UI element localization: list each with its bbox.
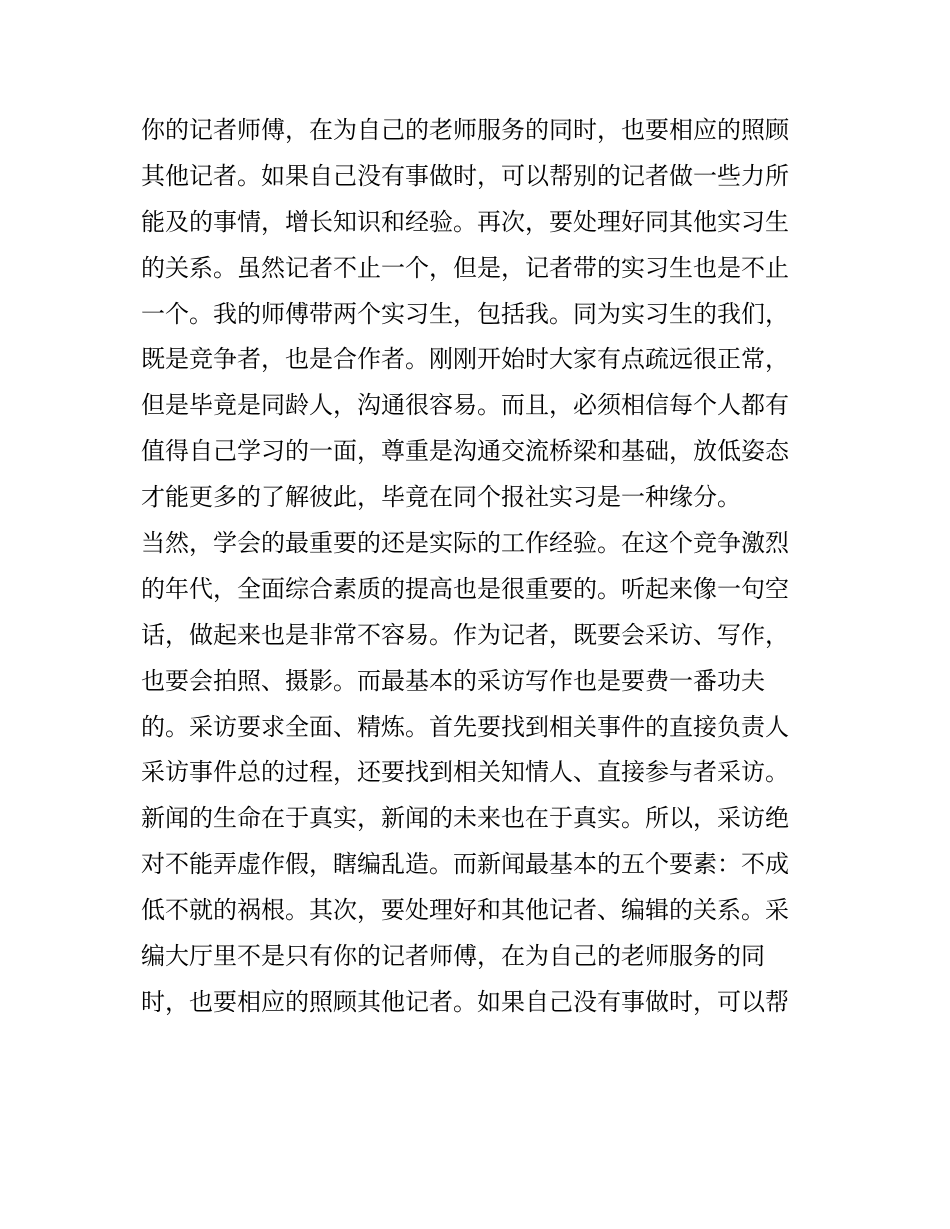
text-line-9: 才能更多的了解彼此，毕竟在同个报社实习是一种缘分。 [141,483,741,512]
text-line-2: 其他记者。如果自己没有事做时，可以帮别的记者做一些力所 [141,161,789,190]
text-line-16: 新闻的生命在于真实，新闻的未来也在于真实。所以，采访绝 [141,804,789,833]
text-line-8: 值得自己学习的一面，尊重是沟通交流桥梁和基础，放低姿态 [141,437,789,466]
text-line-18: 低不就的祸根。其次，要处理好和其他记者、编辑的关系。采 [141,896,789,925]
text-line-7: 但是毕竟是同龄人，沟通很容易。而且，必须相信每个人都有 [141,391,789,420]
text-line-3: 能及的事情，增长知识和经验。再次，要处理好同其他实习生 [141,207,789,236]
text-line-12: 话，做起来也是非常不容易。作为记者，既要会采访、写作， [141,620,789,649]
text-line-5: 一个。我的师傅带两个实习生，包括我。同为实习生的我们， [141,299,789,328]
text-line-14: 的。采访要求全面、精炼。首先要找到相关事件的直接负责人 [141,712,789,741]
text-line-17: 对不能弄虚作假，瞎编乱造。而新闻最基本的五个要素：不成 [141,850,789,879]
text-line-11: 的年代，全面综合素质的提高也是很重要的。听起来像一句空 [141,574,789,603]
body-text [141,108,821,1026]
text-line-4: 的关系。虽然记者不止一个，但是，记者带的实习生也是不止 [141,253,789,282]
text-line-13: 也要会拍照、摄影。而最基本的采访写作也是要费一番功夫 [141,666,765,695]
text-line-6: 既是竞争者，也是合作者。刚刚开始时大家有点疏远很正常， [141,345,789,374]
text-line-1: 你的记者师傅，在为自己的老师服务的同时，也要相应的照顾 [141,116,789,144]
text-line-10: 当然，学会的最重要的还是实际的工作经验。在这个竞争激烈 [141,529,789,558]
text-line-15: 采访事件总的过程，还要找到相关知情人、直接参与者采访。 [141,758,789,787]
text-line-20: 时，也要相应的照顾其他记者。如果自己没有事做时，可以帮 [141,987,789,1016]
text-line-19: 编大厅里不是只有你的记者师傅，在为自己的老师服务的同 [141,942,765,971]
